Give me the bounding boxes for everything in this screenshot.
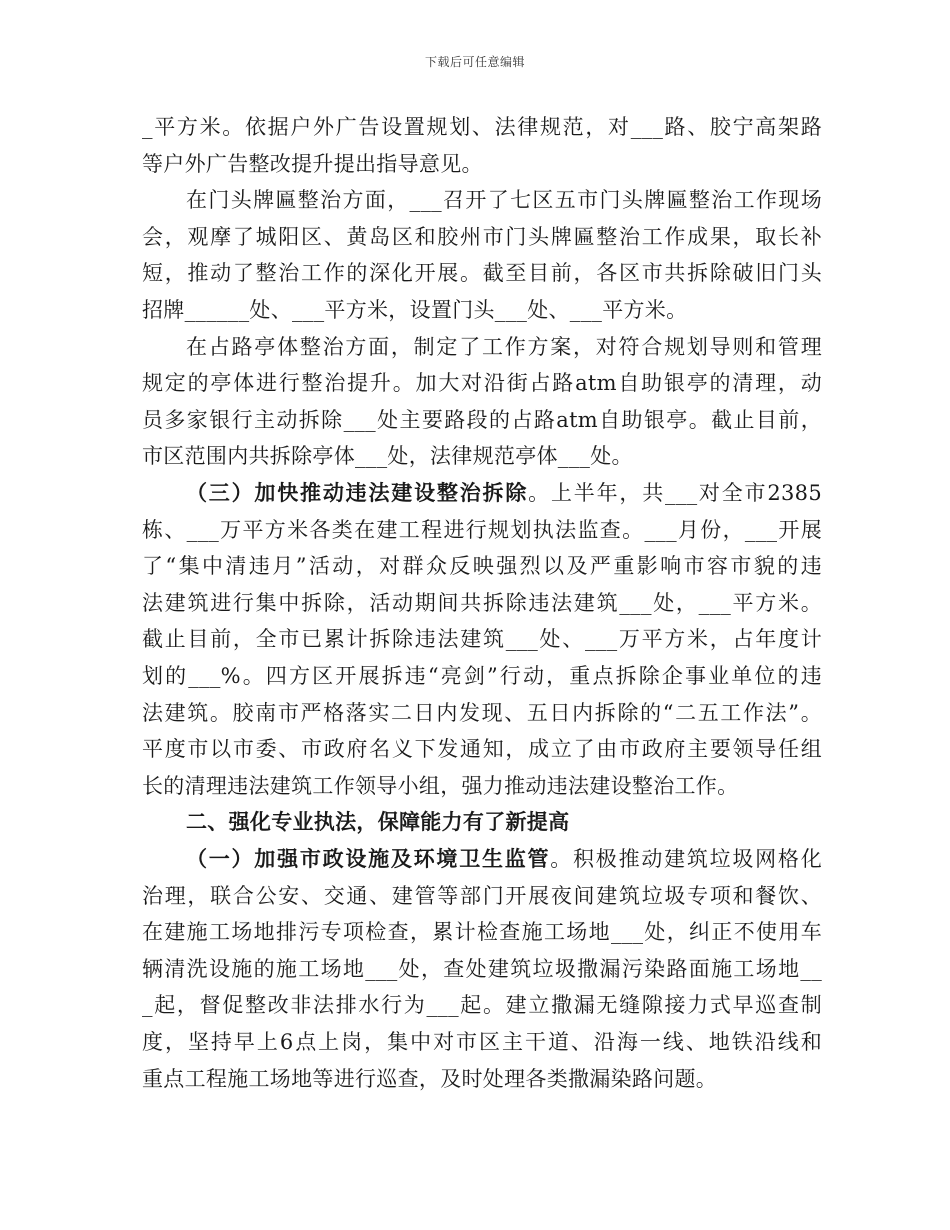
text-run: _起，督促整改非法排水行为___起。建立撒漏无缝隙接力式早巡查制: [142, 993, 822, 1018]
text-run: 长的清理违法建筑工作领导小组，强力推动违法建设整治工作。: [142, 773, 739, 798]
text-line: [142, 222, 822, 252]
text-run: 在门头牌匾整治方面，___召开了七区五市门头牌匾整治工作现场: [186, 188, 822, 213]
text-line: [142, 368, 822, 398]
text-line: [186, 478, 822, 508]
page-header: 下载后可任意编辑: [424, 55, 525, 69]
text-line: [142, 1027, 822, 1057]
text-run: 在建施工场地排污专项检查，累计检查施工场地___处，纠正不使用车: [142, 920, 822, 945]
text-run: 会，观摩了城阳区、黄岛区和胶州市门头牌匾整治工作成果，取长补: [142, 224, 822, 249]
text-run: 在占路亭体整治方面，制定了工作方案，对符合规划导则和管理: [186, 334, 822, 359]
text-run: _平方米。依据户外广告设置规划、法律规范，对___路、胶宁高架路: [142, 115, 822, 139]
text-run: 招牌______处、___平方米，设置门头___处、___平方米。: [142, 298, 688, 322]
text-line: [186, 332, 822, 362]
text-run: 了“集中清违月”活动，对群众反映强烈以及严重影响市容市貌的违: [142, 554, 822, 579]
text-run: 平度市以市委、市政府名义下发通知，成立了由市政府主要领导任组: [142, 737, 822, 762]
text-line: [142, 149, 822, 179]
text-line: [142, 441, 822, 471]
text-run: 法建筑。胶南市严格落实二日内发现、五日内拆除的“二五工作法”。: [142, 700, 822, 725]
text-run: 短，推动了整治工作的深化开展。截至目前，各区市共拆除破旧门头: [142, 261, 822, 286]
text-run: 重点工程施工场地等进行巡查，及时处理各类撒漏染路问题。: [142, 1066, 718, 1091]
text-line: [142, 1064, 822, 1094]
text-line: [142, 258, 822, 288]
text-run: 法建筑进行集中拆除，活动期间共拆除违法建筑___处，___平方米。: [142, 590, 822, 615]
text-line: [142, 698, 822, 728]
text-line: [142, 624, 822, 654]
text-line: [142, 881, 822, 911]
text-line: [142, 295, 822, 325]
bold-run: （三）加快推动违法建设整治拆除: [186, 480, 529, 505]
text-line: [142, 990, 822, 1020]
text-line: [142, 112, 822, 142]
text-run: 等户外广告整改提升提出指导意见。: [142, 151, 483, 176]
text-run: 治理，联合公安、交通、建管等部门开展夜间建筑垃圾专项和餐饮、: [142, 883, 822, 908]
text-line: [142, 515, 822, 545]
text-line: [186, 807, 822, 837]
text-line: [142, 771, 822, 801]
text-line: [186, 185, 822, 215]
text-line: [142, 917, 822, 947]
text-run: 市区范围内共拆除亭体___处，法律规范亭体___处。: [142, 444, 633, 469]
text-line: [186, 844, 822, 874]
text-line: [142, 734, 822, 764]
text-run: 截止目前，全市已累计拆除违法建筑___处、___万平方米，占年度计: [142, 627, 822, 652]
text-line: [142, 661, 822, 691]
text-run: 度，坚持早上6点上岗，集中对市区主干道、沿海一线、地铁沿线和: [142, 1030, 822, 1054]
bold-run: （一）加强市政设施及环境卫生监管: [186, 846, 551, 871]
text-run: 。积极推动建筑垃圾网格化: [550, 847, 822, 871]
text-line: [142, 551, 822, 581]
text-run: 辆清洗设施的施工场地___处，查处建筑垃圾撒漏污染路面施工场地__: [142, 956, 822, 981]
text-run: 规定的亭体进行整治提升。加大对沿街占路atm自助银亭的清理，动: [142, 371, 822, 396]
text-run: 。上半年，共___对全市2385: [528, 481, 822, 505]
text-line: [142, 588, 822, 618]
text-line: [142, 405, 822, 435]
bold-run: 二、强化专业执法，保障能力有了新提高: [186, 809, 570, 835]
text-run: 员多家银行主动拆除___处主要路段的占路atm自助银亭。截止目前，: [142, 407, 822, 432]
text-run: 栋、___万平方米各类在建工程进行规划执法监查。___月份，___开展: [142, 517, 822, 542]
text-run: 划的___%。四方区开展拆违“亮剑”行动，重点拆除企事业单位的违: [142, 664, 822, 688]
text-line: [142, 954, 822, 984]
